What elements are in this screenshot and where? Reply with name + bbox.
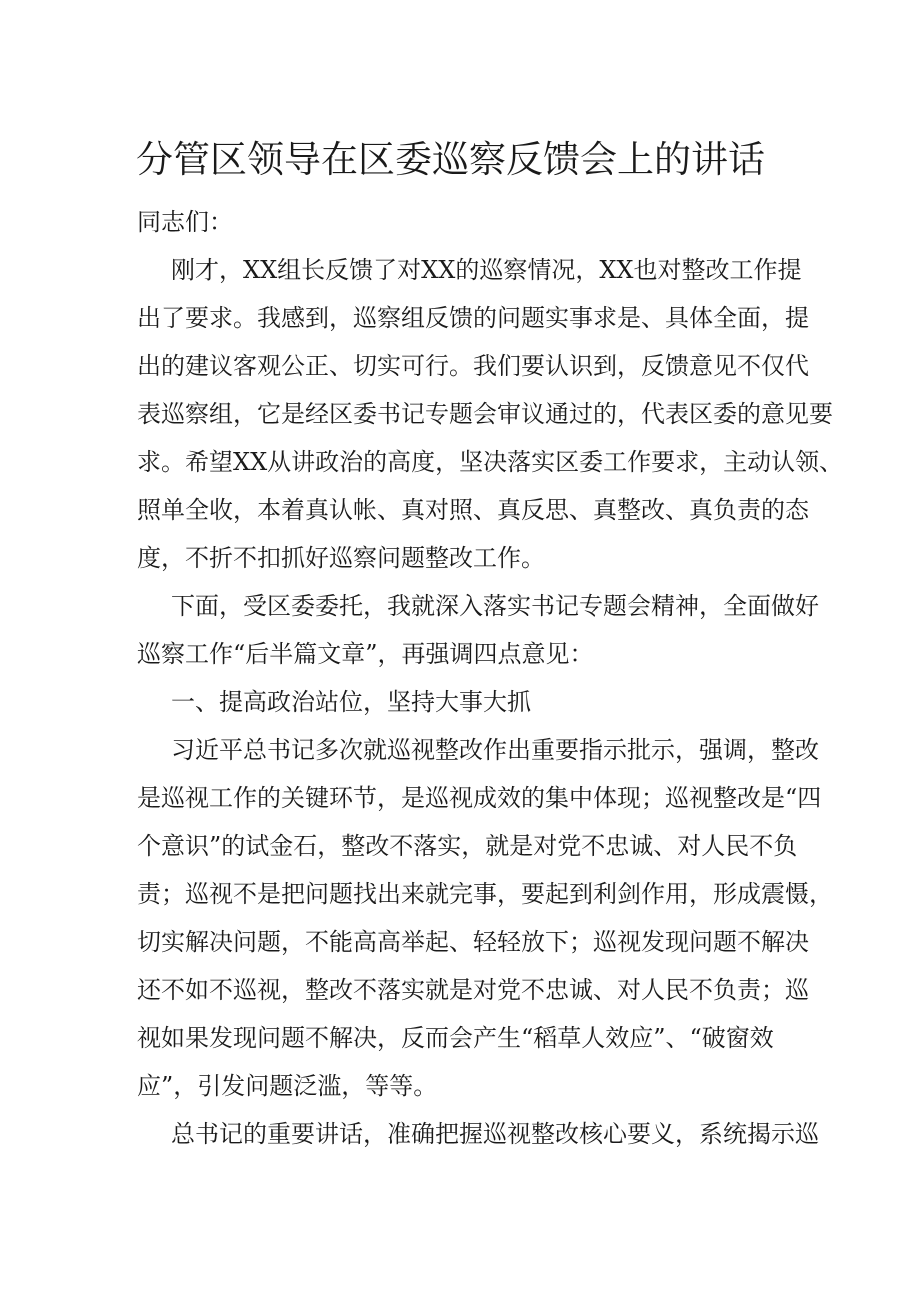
body-line: 刚才，XX组长反馈了对XX的巡察情况，XX也对整改工作提 [171, 256, 802, 284]
body-line: 求。希望XX从讲政治的高度，坚决落实区委工作要求，主动认领、 [137, 448, 844, 476]
body-line: 照单全收，本着真认帐、真对照、真反思、真整改、真负责的态 [137, 496, 809, 524]
body-line: 视如果发现问题不解决，反而会产生“稻草人效应”、“破窗效 [137, 1024, 774, 1052]
body-line: 是巡视工作的关键环节，是巡视成效的集中体现；巡视整改是“四 [137, 784, 822, 812]
body-line: 习近平总书记多次就巡视整改作出重要指示批示，强调，整改 [171, 736, 819, 764]
body-line: 下面，受区委委托，我就深入落实书记专题会精神，全面做好 [171, 592, 819, 620]
body-line: 出的建议客观公正、切实可行。我们要认识到，反馈意见不仅代 [137, 352, 809, 380]
body-line: 应”，引发问题泛滥，等等。 [137, 1072, 438, 1100]
body-line: 度，不折不扣抓好巡察问题整改工作。 [137, 544, 545, 572]
body-line: 个意识”的试金石，整改不落实，就是对党不忠诚、对人民不负 [137, 832, 798, 860]
body-line: 责；巡视不是把问题找出来就完事，要起到利剑作用，形成震慑， [137, 880, 833, 908]
document-title: 分管区领导在区委巡察反馈会上的讲话 [136, 138, 765, 181]
body-line: 切实解决问题，不能高高举起、轻轻放下；巡视发现问题不解决 [137, 928, 809, 956]
body-line: 表巡察组，它是经区委书记专题会审议通过的，代表区委的意见要 [137, 400, 833, 428]
body-line: 总书记的重要讲话，准确把握巡视整改核心要义，系统揭示巡 [171, 1120, 819, 1148]
body-line: 巡察工作“后半篇文章”，再强调四点意见： [137, 640, 594, 668]
section-heading: 一、提高政治站位，坚持大事大抓 [171, 688, 531, 716]
body-line: 出了要求。我感到，巡察组反馈的问题实事求是、具体全面，提 [137, 304, 809, 332]
body-line: 还不如不巡视，整改不落实就是对党不忠诚、对人民不负责；巡 [137, 976, 809, 1004]
salutation-line: 同志们： [137, 208, 233, 236]
